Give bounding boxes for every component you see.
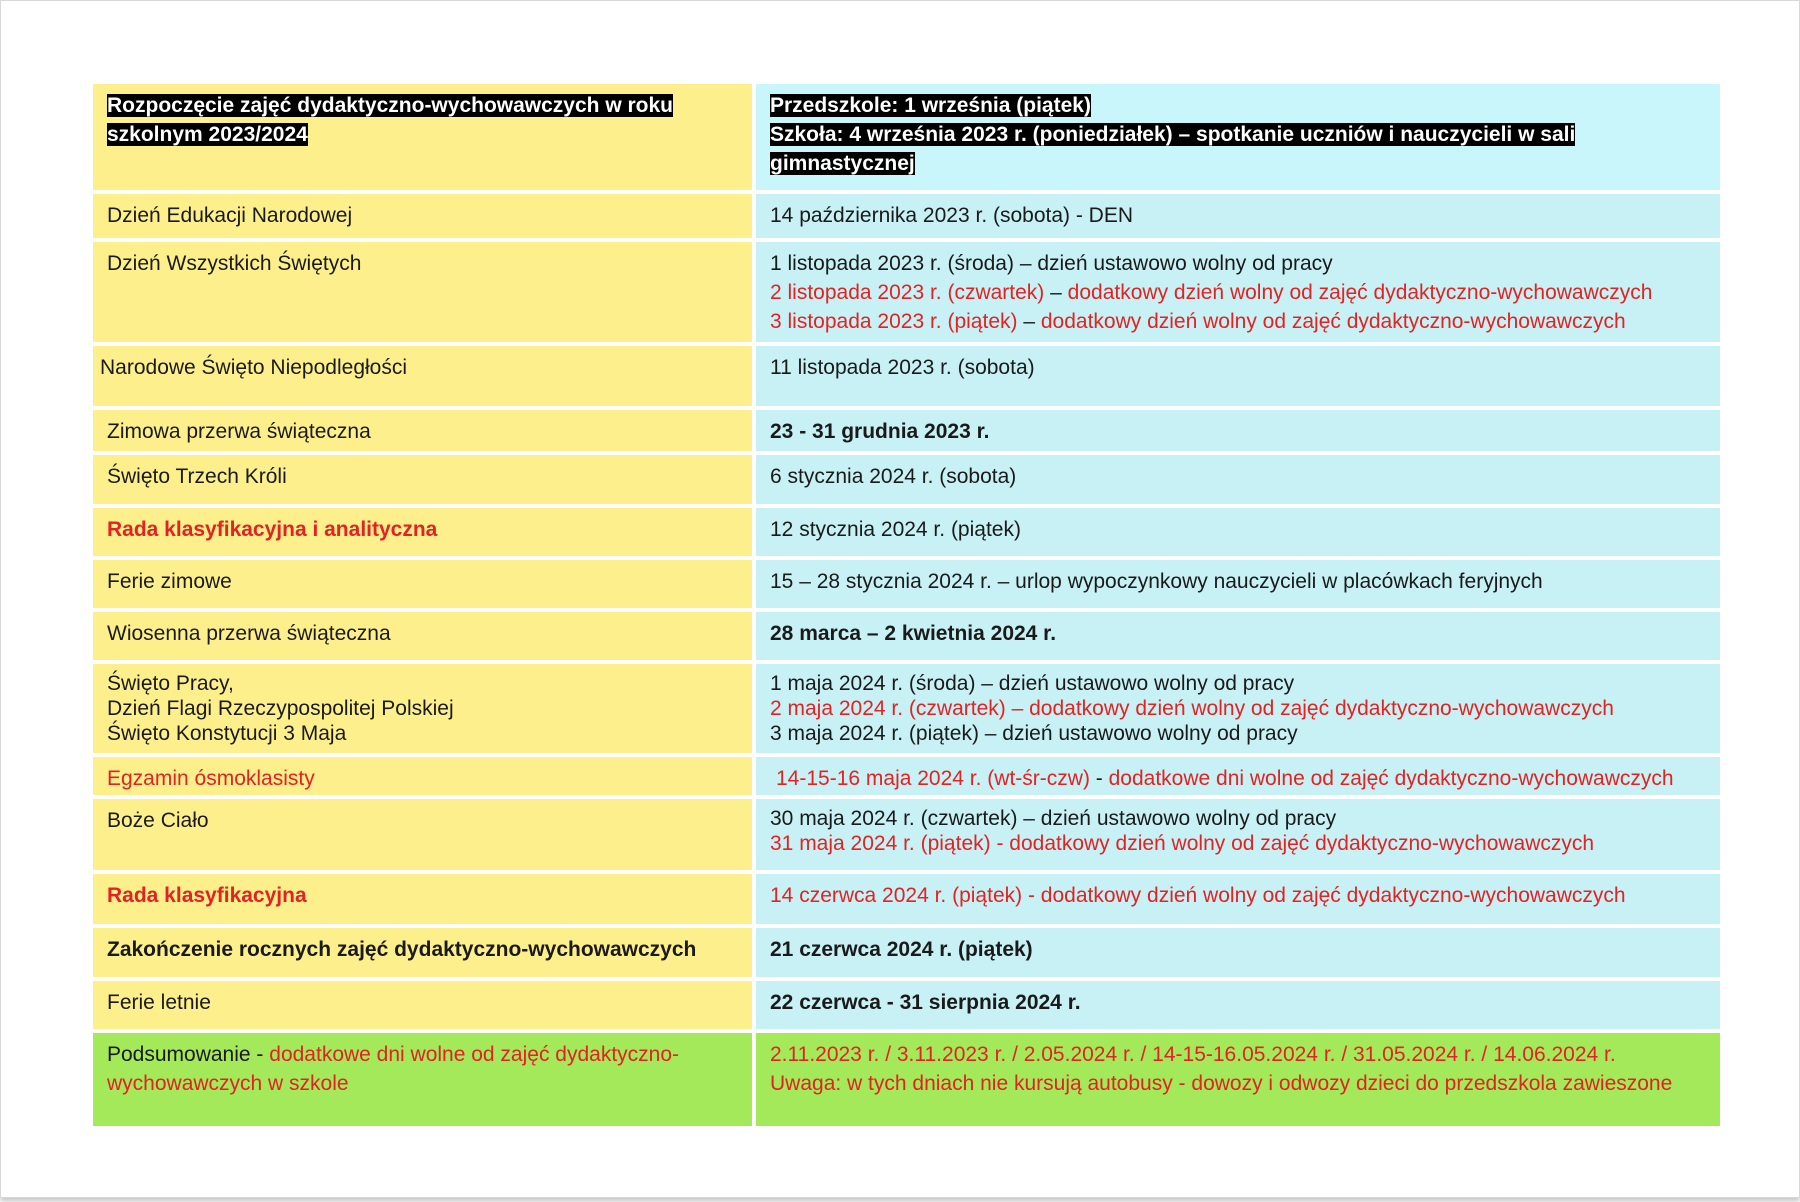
council-analytic-value: 12 stycznia 2024 r. (piątek) (770, 518, 1021, 541)
all-saints-nov3-desc: dodatkowy dzień wolny od zajęć dydaktyczno-wychowawczych (1040, 310, 1626, 333)
summary-desc-1: dodatkowe dni wolne od zajęć dydaktyczno- (269, 1043, 680, 1066)
corpus-christi-label: Boże Ciało (107, 809, 209, 832)
cell-corpus-christi-label (93, 799, 756, 874)
cell-den-label (93, 194, 756, 242)
spring-break-value: 28 marca – 2 kwietnia 2024 r. (770, 622, 1057, 645)
cell-summer-value (756, 981, 1720, 1033)
council-value: 14 czerwca 2024 r. (piątek) - dodatkowy dzień wolny od zajęć dydaktyczno-wychowawczych (770, 884, 1626, 907)
cell-winter-break-value (756, 410, 1720, 455)
cell-start-label (93, 84, 756, 194)
all-saints-nov3-dash: – (1017, 310, 1041, 333)
start-preschool: Przedszkole: 1 września (piątek) (770, 94, 1091, 117)
may-label-line-1: Święto Pracy, (107, 672, 234, 695)
summer-label: Ferie letnie (107, 991, 211, 1014)
all-saints-nov2-desc: dodatkowy dzień wolny od zajęć dydaktyczno-wychowawczych (1067, 281, 1653, 304)
cell-year-end-value (756, 928, 1720, 981)
cell-all-saints-label (93, 242, 756, 346)
summary-note: Uwaga: w tych dniach nie kursują autobusy - dowozy i odwozy dzieci do przedszkola zawieszone (770, 1072, 1673, 1095)
exam-dash: - (1089, 767, 1109, 790)
may-value-line-1: 1 maja 2024 r. (środa) – dzień ustawowo wolny od pracy (770, 672, 1295, 695)
cell-epiphany-label (93, 455, 756, 508)
cell-council-label (93, 874, 756, 928)
cell-summer-label (93, 981, 756, 1033)
cell-independence-value (756, 346, 1720, 410)
summary-dates: 2.11.2023 r. / 3.11.2023 r. / 2.05.2024 r. / 14-15-16.05.2024 r. / 31.05.2024 r. / 14.06.2024 r. (770, 1043, 1616, 1066)
exam-desc: dodatkowe dni wolne od zajęć dydaktyczno-wychowawczych (1108, 767, 1674, 790)
start-label-line-2: szkolnym 2023/2024 (107, 123, 308, 146)
summer-value: 22 czerwca - 31 sierpnia 2024 r. (770, 991, 1081, 1014)
cell-winter-break-label (93, 410, 756, 455)
all-saints-nov2-dash: – (1044, 281, 1068, 304)
start-school: Szkoła: 4 września 2023 r. (poniedziałek) – spotkanie uczniów i nauczycieli w sali (770, 123, 1576, 146)
cell-summary-label (93, 1033, 756, 1126)
den-label: Dzień Edukacji Narodowej (107, 204, 353, 227)
may-label-line-3: Święto Konstytucji 3 Maja (107, 722, 347, 745)
all-saints-line-1: 1 listopada 2023 r. (środa) – dzień ustawowo wolny od pracy (770, 252, 1333, 275)
epiphany-value: 6 stycznia 2024 r. (sobota) (770, 465, 1017, 488)
cell-exam-label (93, 757, 756, 799)
cell-may-holidays-value (756, 664, 1720, 757)
cell-year-end-label (93, 928, 756, 981)
year-end-value: 21 czerwca 2024 r. (piątek) (770, 938, 1033, 961)
winter-holidays-label: Ferie zimowe (107, 570, 232, 593)
cell-corpus-christi-value (756, 799, 1720, 874)
cell-exam-value (756, 757, 1720, 799)
den-value: 14 października 2023 r. (sobota) - DEN (770, 204, 1134, 227)
summary-title: Podsumowanie (107, 1043, 251, 1066)
all-saints-nov3-date: 3 listopada 2023 r. (piątek) (770, 310, 1018, 333)
cell-council-analytic-value (756, 508, 1720, 560)
may-value-line-3: 3 maja 2024 r. (piątek) – dzień ustawowo wolny od pracy (770, 722, 1298, 745)
cell-den-value (756, 194, 1720, 242)
school-calendar-table (93, 84, 1720, 1126)
cell-summary-value (756, 1033, 1720, 1126)
council-analytic-label: Rada klasyfikacyjna i analityczna (107, 518, 438, 541)
may-label-line-2: Dzień Flagi Rzeczypospolitej Polskiej (107, 697, 454, 720)
independence-value: 11 listopada 2023 r. (sobota) (770, 356, 1035, 379)
spring-break-label: Wiosenna przerwa świąteczna (107, 622, 391, 645)
cell-council-analytic-label (93, 508, 756, 560)
start-label-line-1: Rozpoczęcie zajęć dydaktyczno-wychowawczych w roku (107, 94, 674, 117)
cell-council-value (756, 874, 1720, 928)
cell-winter-holidays-label (93, 560, 756, 612)
cell-epiphany-value (756, 455, 1720, 508)
winter-break-label: Zimowa przerwa świąteczna (107, 420, 371, 443)
may-value-line-2: 2 maja 2024 r. (czwartek) – dodatkowy dzień wolny od zajęć dydaktyczno-wychowawczych (770, 697, 1614, 720)
cell-spring-break-label (93, 612, 756, 664)
independence-label: Narodowe Święto Niepodległości (100, 356, 408, 379)
cell-winter-holidays-value (756, 560, 1720, 612)
winter-break-value: 23 - 31 grudnia 2023 r. (770, 420, 990, 443)
cell-spring-break-value (756, 612, 1720, 664)
council-label: Rada klasyfikacyjna (107, 884, 307, 907)
all-saints-nov2-date: 2 listopada 2023 r. (czwartek) (770, 281, 1045, 304)
exam-label: Egzamin ósmoklasisty (107, 767, 315, 790)
year-end-label: Zakończenie rocznych zajęć dydaktyczno-wychowawczych (107, 938, 697, 961)
cell-may-holidays-label (93, 664, 756, 757)
summary-desc-2: wychowawczych w szkole (107, 1072, 349, 1095)
cell-start-value (756, 84, 1720, 194)
corpus-christi-line-1: 30 maja 2024 r. (czwartek) – dzień ustawowo wolny od pracy (770, 807, 1337, 830)
cell-all-saints-value (756, 242, 1720, 346)
summary-dash: - (250, 1043, 270, 1066)
start-school-cont: gimnastycznej (770, 152, 915, 175)
corpus-christi-line-2: 31 maja 2024 r. (piątek) - dodatkowy dzień wolny od zajęć dydaktyczno-wychowawczych (770, 832, 1595, 855)
all-saints-label: Dzień Wszystkich Świętych (107, 252, 362, 275)
exam-dates: 14-15-16 maja 2024 r. (wt-śr-czw) (776, 767, 1090, 790)
winter-holidays-value: 15 – 28 stycznia 2024 r. – urlop wypoczynkowy nauczycieli w placówkach feryjnych (770, 570, 1543, 593)
cell-independence-label (93, 346, 756, 410)
epiphany-label: Święto Trzech Króli (107, 465, 287, 488)
